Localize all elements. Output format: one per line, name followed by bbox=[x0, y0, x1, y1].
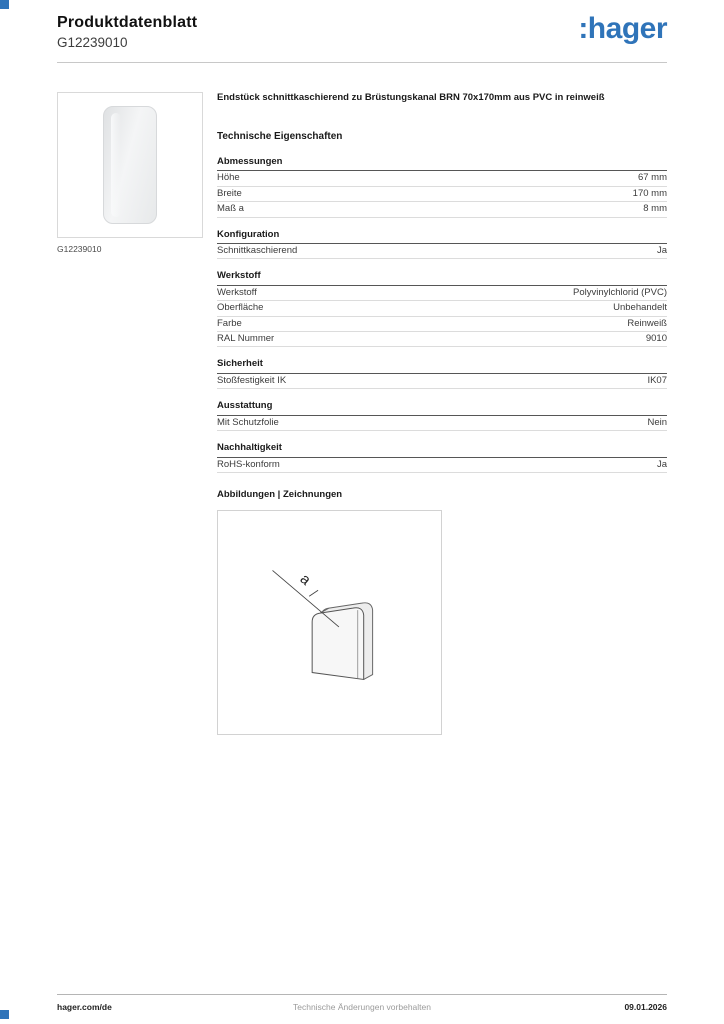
spec-label: Breite bbox=[217, 187, 242, 199]
spec-label: Farbe bbox=[217, 317, 242, 329]
spec-value: IK07 bbox=[647, 374, 667, 386]
spec-value: 8 mm bbox=[643, 203, 667, 215]
spec-section bbox=[217, 400, 667, 431]
spec-section bbox=[217, 358, 667, 389]
doc-type-title: Produktdatenblatt bbox=[57, 14, 198, 31]
print-mark-bottom bbox=[0, 1010, 9, 1019]
spec-label: Werkstoff bbox=[217, 286, 257, 298]
footer-date: 09.01.2026 bbox=[624, 1002, 667, 1012]
spec-value: Unbehandelt bbox=[613, 302, 667, 314]
header-titles bbox=[57, 14, 197, 50]
hager-logo: :hager bbox=[578, 12, 667, 45]
spec-label: Mit Schutzfolie bbox=[217, 416, 279, 428]
spec-value: Nein bbox=[647, 416, 667, 428]
spec-row bbox=[217, 187, 667, 202]
product-image-caption: G12239010 bbox=[57, 244, 102, 254]
tech-properties-heading: Technische Eigenschaften bbox=[217, 130, 343, 142]
spec-row bbox=[217, 301, 667, 316]
spec-row bbox=[217, 202, 667, 217]
spec-section-title: Abmessungen bbox=[217, 156, 667, 171]
spec-column bbox=[217, 92, 667, 735]
spec-label: Stoßfestigkeit IK bbox=[217, 374, 287, 386]
dimension-tick bbox=[309, 590, 318, 596]
spec-row bbox=[217, 171, 667, 186]
footer-website-link[interactable]: hager.com/de bbox=[57, 1002, 112, 1012]
product-id: G12239010 bbox=[57, 35, 128, 50]
spec-label: Höhe bbox=[217, 172, 240, 184]
spec-value: 67 mm bbox=[637, 172, 667, 184]
spec-row bbox=[217, 374, 667, 389]
spec-row bbox=[217, 416, 667, 431]
product-image bbox=[103, 106, 157, 224]
spec-section bbox=[217, 442, 667, 473]
spec-section-title: Ausstattung bbox=[217, 400, 667, 415]
footer-disclaimer: Technische Änderungen vorbehalten bbox=[292, 1002, 431, 1012]
drawings-heading: Abbildungen | Zeichnungen bbox=[217, 488, 343, 500]
header-divider bbox=[57, 62, 667, 63]
spec-section-title: Konfiguration bbox=[217, 229, 667, 244]
spec-section-title: Nachhaltigkeit bbox=[217, 442, 667, 457]
technical-drawing bbox=[218, 511, 441, 734]
spec-value: Polyvinylchlorid (PVC) bbox=[573, 286, 667, 298]
spec-label: Maß a bbox=[217, 203, 244, 215]
spec-row bbox=[217, 332, 667, 347]
spec-row bbox=[217, 244, 667, 259]
page-footer bbox=[57, 994, 667, 1012]
spec-label: RAL Nummer bbox=[217, 333, 275, 345]
spec-label: RoHS-konform bbox=[217, 458, 280, 470]
product-image-column bbox=[57, 92, 203, 735]
spec-label: Schnittkaschierend bbox=[217, 244, 298, 256]
print-mark-top bbox=[0, 0, 9, 9]
spec-row bbox=[217, 458, 667, 473]
page-header bbox=[57, 14, 667, 50]
technical-drawing-frame bbox=[217, 510, 442, 735]
spec-section bbox=[217, 156, 667, 218]
spec-value: Ja bbox=[656, 458, 667, 470]
main-content bbox=[57, 92, 667, 735]
spec-value: Ja bbox=[656, 244, 667, 256]
spec-section bbox=[217, 270, 667, 347]
spec-sections bbox=[217, 156, 667, 473]
spec-value: Reinweiß bbox=[627, 317, 667, 329]
spec-section bbox=[217, 229, 667, 260]
product-image-frame bbox=[57, 92, 203, 238]
spec-row bbox=[217, 286, 667, 301]
spec-label: Oberfläche bbox=[217, 302, 264, 314]
product-title: Endstück schnittkaschierend zu Brüstungskanal BRN 70x170mm aus PVC in reinweiß bbox=[217, 92, 605, 103]
spec-value: 170 mm bbox=[632, 187, 667, 199]
spec-value: 9010 bbox=[645, 333, 667, 345]
dimension-label-a: a bbox=[296, 571, 314, 589]
spec-section-title: Werkstoff bbox=[217, 270, 667, 285]
spec-section-title: Sicherheit bbox=[217, 358, 667, 373]
drawing-cap-front-face bbox=[312, 608, 364, 680]
spec-row bbox=[217, 317, 667, 332]
